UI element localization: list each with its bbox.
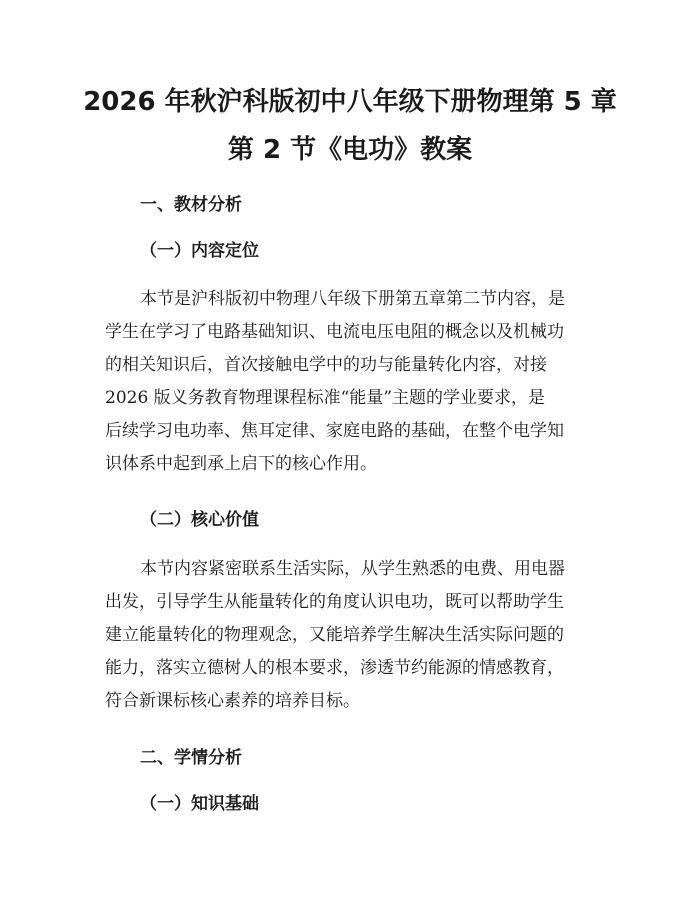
paragraph-line: 识体系中起到承上启下的核心作用。 bbox=[105, 454, 377, 474]
paragraph-line: 建立能量转化的物理观念，又能培养学生解决生活实际问题的 bbox=[105, 625, 564, 645]
document-title-line-2: 第 2 节《电功》教案 bbox=[227, 135, 473, 165]
document-title-line-1: 2026 年秋沪科版初中八年级下册物理第 5 章 bbox=[83, 87, 617, 117]
subsection-heading-knowledge-basis: （一）知识基础 bbox=[140, 794, 259, 814]
paragraph-line: 能力，落实立德树人的根本要求，渗透节约能源的情感教育， bbox=[105, 658, 564, 678]
section-heading-textbook-analysis: 一、教材分析 bbox=[140, 195, 242, 215]
paragraph-line: 出发，引导学生从能量转化的角度认识电功，既可以帮助学生 bbox=[105, 592, 564, 612]
subsection-heading-core-value: （二）核心价值 bbox=[140, 510, 259, 530]
paragraph-core-value bbox=[105, 553, 600, 718]
paragraph-line: 2026 版义务教育物理课程标准“能量”主题的学业要求，是 bbox=[105, 388, 546, 408]
paragraph-line: 本节是沪科版初中物理八年级下册第五章第二节内容，是 bbox=[140, 289, 565, 309]
paragraph-line: 本节内容紧密联系生活实际，从学生熟悉的电费、用电器 bbox=[140, 559, 565, 579]
section-heading-learner-analysis: 二、学情分析 bbox=[140, 748, 242, 768]
paragraph-content-positioning bbox=[105, 283, 600, 481]
paragraph-line: 学生在学习了电路基础知识、电流电压电阻的概念以及机械功 bbox=[105, 322, 564, 342]
subsection-heading-content-positioning: （一）内容定位 bbox=[140, 241, 259, 261]
paragraph-line: 符合新课标核心素养的培养目标。 bbox=[105, 691, 360, 711]
paragraph-line: 后续学习电功率、焦耳定律、家庭电路的基础，在整个电学知 bbox=[105, 421, 564, 441]
paragraph-line: 的相关知识后，首次接触电学中的功与能量转化内容，对接 bbox=[105, 355, 547, 375]
